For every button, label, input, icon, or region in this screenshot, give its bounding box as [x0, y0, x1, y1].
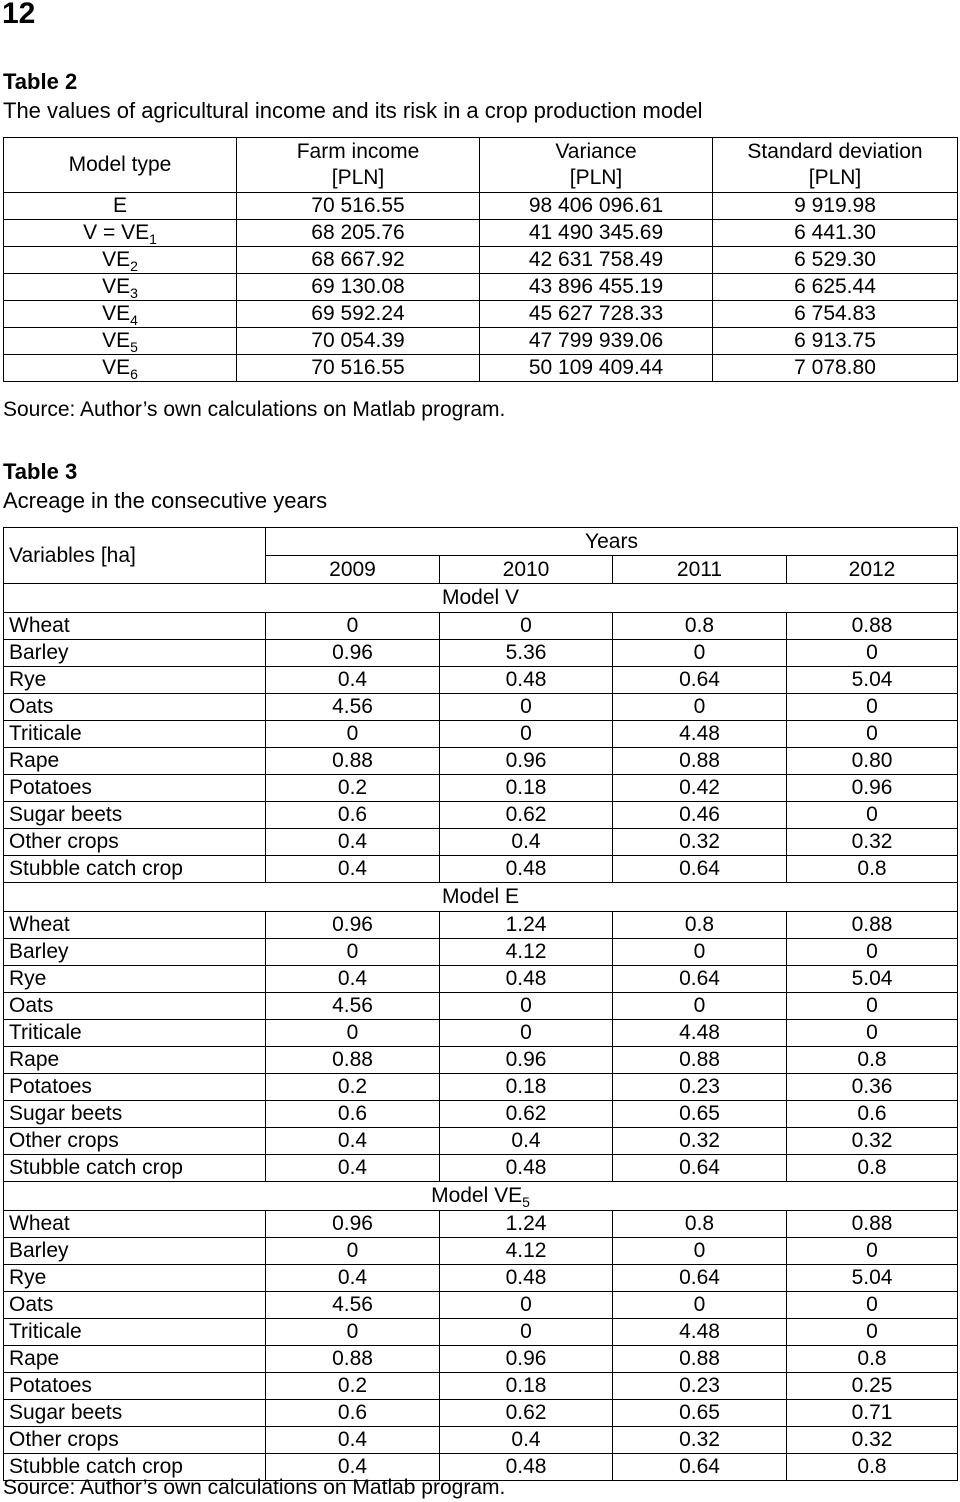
acreage-value-cell: 4.48	[613, 721, 787, 748]
acreage-value-cell: 0.25	[787, 1373, 958, 1400]
acreage-value-cell: 0	[266, 1020, 440, 1047]
table3-row	[4, 1020, 958, 1047]
table2-row	[4, 328, 958, 355]
acreage-value-cell: 0.4	[440, 1128, 613, 1155]
income-cell: 70 516.55	[237, 193, 480, 220]
acreage-value-cell: 0	[440, 613, 613, 640]
acreage-value-cell: 0	[440, 1292, 613, 1319]
acreage-value-cell: 0	[266, 1319, 440, 1346]
acreage-value-cell: 0.4	[266, 1265, 440, 1292]
model-group-label: Model E	[4, 883, 958, 912]
acreage-value-cell: 0.88	[613, 748, 787, 775]
income-cell: 68 667.92	[237, 247, 480, 274]
acreage-value-cell: 0.96	[266, 640, 440, 667]
acreage-value-cell: 0.64	[613, 1454, 787, 1481]
table2	[3, 137, 958, 382]
model-group-label: Model $VE_5$	[4, 1182, 958, 1211]
table2-row	[4, 247, 958, 274]
variable-name-cell: Barley	[4, 640, 266, 667]
acreage-value-cell: 0.88	[266, 1346, 440, 1373]
acreage-value-cell: 0.96	[440, 1047, 613, 1074]
acreage-value-cell: 0.65	[613, 1101, 787, 1128]
acreage-value-cell: 0.88	[787, 613, 958, 640]
variable-name-cell: Stubble catch crop	[4, 1155, 266, 1182]
acreage-value-cell: 0.36	[787, 1074, 958, 1101]
table3-row	[4, 1400, 958, 1427]
acreage-value-cell: 0.32	[613, 829, 787, 856]
model-type-cell: $VE_5$	[4, 328, 237, 355]
variable-name-cell: Sugar beets	[4, 1400, 266, 1427]
acreage-value-cell: 4.12	[440, 1238, 613, 1265]
table3-caption: Table 3	[3, 459, 78, 484]
table3-row	[4, 1101, 958, 1128]
table2-row	[4, 355, 958, 382]
acreage-value-cell: 0.48	[440, 1454, 613, 1481]
variable-name-cell: Rape	[4, 748, 266, 775]
acreage-value-cell: 0.8	[787, 1047, 958, 1074]
acreage-value-cell: 0.8	[787, 1454, 958, 1481]
variable-name-cell: Oats	[4, 1292, 266, 1319]
acreage-value-cell: 0.23	[613, 1373, 787, 1400]
variable-name-cell: Sugar beets	[4, 1101, 266, 1128]
income-cell: 69 130.08	[237, 274, 480, 301]
acreage-value-cell: 0.42	[613, 775, 787, 802]
acreage-value-cell: 4.56	[266, 993, 440, 1020]
acreage-value-cell: 0	[613, 694, 787, 721]
acreage-value-cell: 1.24	[440, 1211, 613, 1238]
income-cell: 68 205.76	[237, 220, 480, 247]
income-cell: 70 054.39	[237, 328, 480, 355]
acreage-value-cell: 0.23	[613, 1074, 787, 1101]
table3-row	[4, 1319, 958, 1346]
acreage-value-cell: 0.96	[440, 1346, 613, 1373]
table2-header-row	[4, 138, 958, 193]
model-type-cell: E	[4, 193, 237, 220]
acreage-value-cell: 0.71	[787, 1400, 958, 1427]
acreage-value-cell: 0.6	[266, 802, 440, 829]
table3-row	[4, 775, 958, 802]
acreage-value-cell: 0.32	[787, 1427, 958, 1454]
variable-name-cell: Oats	[4, 694, 266, 721]
variable-name-cell: Stubble catch crop	[4, 856, 266, 883]
year-cell: 2010	[440, 556, 613, 584]
variable-name-cell: Rape	[4, 1346, 266, 1373]
acreage-value-cell: 0.4	[440, 1427, 613, 1454]
variance-cell: 41 490 345.69	[480, 220, 713, 247]
acreage-value-cell: 0	[266, 939, 440, 966]
acreage-value-cell: 4.56	[266, 1292, 440, 1319]
variable-name-cell: Rye	[4, 1265, 266, 1292]
variable-name-cell: Stubble catch crop	[4, 1454, 266, 1481]
header-standard-deviation: Standard deviation [PLN]	[713, 138, 958, 193]
acreage-value-cell: 0.4	[266, 1454, 440, 1481]
acreage-value-cell: 0	[440, 1319, 613, 1346]
table3-row	[4, 1074, 958, 1101]
acreage-value-cell: 0.8	[787, 1155, 958, 1182]
table2-row	[4, 301, 958, 328]
variable-name-cell: Wheat	[4, 912, 266, 939]
variable-name-cell: Wheat	[4, 1211, 266, 1238]
acreage-value-cell: 0.2	[266, 775, 440, 802]
model-type-cell: $VE_4$	[4, 301, 237, 328]
acreage-value-cell: 0.6	[266, 1400, 440, 1427]
acreage-value-cell: 0	[787, 993, 958, 1020]
acreage-value-cell: 0.64	[613, 667, 787, 694]
table3-row	[4, 939, 958, 966]
table2-caption: Table 2	[3, 69, 78, 94]
acreage-value-cell: 0.4	[266, 1155, 440, 1182]
table3-row	[4, 966, 958, 993]
acreage-value-cell: 0.4	[266, 966, 440, 993]
acreage-value-cell: 0.8	[613, 613, 787, 640]
model-type-cell: $V = VE_1$	[4, 220, 237, 247]
table3-row	[4, 748, 958, 775]
acreage-value-cell: 0	[266, 721, 440, 748]
acreage-value-cell: 0.64	[613, 1265, 787, 1292]
acreage-value-cell: 0.32	[613, 1128, 787, 1155]
std-cell: 7 078.80	[713, 355, 958, 382]
table3-row	[4, 912, 958, 939]
variance-cell: 45 627 728.33	[480, 301, 713, 328]
acreage-value-cell: 0.32	[613, 1427, 787, 1454]
acreage-value-cell: 0.88	[266, 748, 440, 775]
acreage-value-cell: 0	[613, 1238, 787, 1265]
year-cell: 2012	[787, 556, 958, 584]
variable-name-cell: Triticale	[4, 721, 266, 748]
acreage-value-cell: 4.12	[440, 939, 613, 966]
acreage-value-cell: 1.24	[440, 912, 613, 939]
std-cell: 6 529.30	[713, 247, 958, 274]
acreage-value-cell: 0	[787, 1292, 958, 1319]
acreage-value-cell: 0	[613, 1292, 787, 1319]
acreage-value-cell: 0.4	[266, 667, 440, 694]
acreage-value-cell: 0.8	[787, 1346, 958, 1373]
variable-name-cell: Oats	[4, 993, 266, 1020]
table3-row	[4, 1047, 958, 1074]
table3-row	[4, 856, 958, 883]
table3-source: Source: Author’s own calculations on Matlab program.	[3, 1476, 506, 1499]
acreage-value-cell: 0	[440, 694, 613, 721]
acreage-value-cell: 0.88	[266, 1047, 440, 1074]
model-group-row	[4, 1182, 958, 1211]
variable-name-cell: Potatoes	[4, 1373, 266, 1400]
table2-title: The values of agricultural income and its risk in a crop production model	[3, 98, 703, 123]
model-group-row	[4, 584, 958, 613]
acreage-value-cell: 0.64	[613, 856, 787, 883]
std-cell: 6 913.75	[713, 328, 958, 355]
acreage-value-cell: 0	[787, 939, 958, 966]
acreage-value-cell: 0	[787, 1319, 958, 1346]
year-cell: 2009	[266, 556, 440, 584]
table3-row	[4, 1265, 958, 1292]
table3-row	[4, 1292, 958, 1319]
variable-name-cell: Other crops	[4, 1427, 266, 1454]
model-type-cell: $VE_3$	[4, 274, 237, 301]
acreage-value-cell: 0.64	[613, 966, 787, 993]
acreage-value-cell: 0.62	[440, 1101, 613, 1128]
table3-row	[4, 1373, 958, 1400]
table3-row	[4, 640, 958, 667]
acreage-value-cell: 0	[613, 640, 787, 667]
table3-row	[4, 1128, 958, 1155]
table3-row	[4, 1211, 958, 1238]
table3-row	[4, 829, 958, 856]
acreage-value-cell: 4.48	[613, 1020, 787, 1047]
table3-row	[4, 694, 958, 721]
std-cell: 9 919.98	[713, 193, 958, 220]
table3	[3, 527, 958, 1481]
variable-name-cell: Other crops	[4, 829, 266, 856]
std-cell: 6 625.44	[713, 274, 958, 301]
table3-row	[4, 613, 958, 640]
acreage-value-cell: 0.64	[613, 1155, 787, 1182]
header-variables: Variables [ha]	[4, 528, 266, 584]
variable-name-cell: Triticale	[4, 1020, 266, 1047]
table3-header-row	[4, 528, 958, 556]
variable-name-cell: Sugar beets	[4, 802, 266, 829]
acreage-value-cell: 0.8	[613, 1211, 787, 1238]
acreage-value-cell: 0.32	[787, 829, 958, 856]
acreage-value-cell: 0.2	[266, 1074, 440, 1101]
acreage-value-cell: 0.96	[266, 1211, 440, 1238]
header-model-type: Model type	[4, 138, 237, 193]
acreage-value-cell: 0.62	[440, 1400, 613, 1427]
acreage-value-cell: 0.48	[440, 966, 613, 993]
table3-row	[4, 993, 958, 1020]
acreage-value-cell: 0.6	[266, 1101, 440, 1128]
acreage-value-cell: 0.48	[440, 1265, 613, 1292]
acreage-value-cell: 0.6	[787, 1101, 958, 1128]
acreage-value-cell: 0	[787, 640, 958, 667]
std-cell: 6 754.83	[713, 301, 958, 328]
acreage-value-cell: 0.48	[440, 856, 613, 883]
acreage-value-cell: 0.4	[266, 856, 440, 883]
model-group-label: Model V	[4, 584, 958, 613]
acreage-value-cell: 0.4	[266, 1427, 440, 1454]
header-farm-income: Farm income [PLN]	[237, 138, 480, 193]
variance-cell: 98 406 096.61	[480, 193, 713, 220]
acreage-value-cell: 0	[266, 613, 440, 640]
acreage-value-cell: 0	[787, 721, 958, 748]
acreage-value-cell: 0	[613, 993, 787, 1020]
variance-cell: 43 896 455.19	[480, 274, 713, 301]
table3-row	[4, 667, 958, 694]
table3-row	[4, 1238, 958, 1265]
acreage-value-cell: 0.48	[440, 667, 613, 694]
variable-name-cell: Rape	[4, 1047, 266, 1074]
year-cell: 2011	[613, 556, 787, 584]
acreage-value-cell: 0.4	[266, 1128, 440, 1155]
acreage-value-cell: 0.88	[613, 1346, 787, 1373]
page-number: 12	[2, 0, 36, 30]
variable-name-cell: Triticale	[4, 1319, 266, 1346]
acreage-value-cell: 0.88	[787, 912, 958, 939]
acreage-value-cell: 0.80	[787, 748, 958, 775]
acreage-value-cell: 0.96	[266, 912, 440, 939]
acreage-value-cell: 0.4	[266, 829, 440, 856]
variance-cell: 47 799 939.06	[480, 328, 713, 355]
acreage-value-cell: 0	[787, 802, 958, 829]
acreage-value-cell: 5.04	[787, 667, 958, 694]
acreage-value-cell: 0	[440, 1020, 613, 1047]
variance-cell: 50 109 409.44	[480, 355, 713, 382]
acreage-value-cell: 0	[787, 694, 958, 721]
income-cell: 70 516.55	[237, 355, 480, 382]
acreage-value-cell: 4.48	[613, 1319, 787, 1346]
variable-name-cell: Wheat	[4, 613, 266, 640]
table3-row	[4, 721, 958, 748]
table3-row	[4, 1346, 958, 1373]
table2-source: Source: Author’s own calculations on Matlab program.	[3, 398, 506, 421]
acreage-value-cell: 5.04	[787, 1265, 958, 1292]
header-variance: Variance [PLN]	[480, 138, 713, 193]
variable-name-cell: Other crops	[4, 1128, 266, 1155]
acreage-value-cell: 0.32	[787, 1128, 958, 1155]
acreage-value-cell: 0.62	[440, 802, 613, 829]
acreage-value-cell: 0	[787, 1020, 958, 1047]
model-group-row	[4, 883, 958, 912]
acreage-value-cell: 0.2	[266, 1373, 440, 1400]
acreage-value-cell: 0.46	[613, 802, 787, 829]
acreage-value-cell: 5.36	[440, 640, 613, 667]
acreage-value-cell: 0	[266, 1238, 440, 1265]
acreage-value-cell: 0.88	[787, 1211, 958, 1238]
acreage-value-cell: 5.04	[787, 966, 958, 993]
variable-name-cell: Barley	[4, 939, 266, 966]
acreage-value-cell: 0.48	[440, 1155, 613, 1182]
acreage-value-cell: 0	[440, 993, 613, 1020]
acreage-value-cell: 0	[440, 721, 613, 748]
table3-row	[4, 1427, 958, 1454]
table2-row	[4, 274, 958, 301]
header-years: Years	[266, 528, 958, 556]
acreage-value-cell: 0.96	[787, 775, 958, 802]
acreage-value-cell: 0.18	[440, 775, 613, 802]
acreage-value-cell: 0.65	[613, 1400, 787, 1427]
variable-name-cell: Potatoes	[4, 775, 266, 802]
acreage-value-cell: 0	[613, 939, 787, 966]
income-cell: 69 592.24	[237, 301, 480, 328]
table2-row	[4, 220, 958, 247]
variable-name-cell: Barley	[4, 1238, 266, 1265]
acreage-value-cell: 0	[787, 1238, 958, 1265]
acreage-value-cell: 0.4	[440, 829, 613, 856]
table3-title: Acreage in the consecutive years	[3, 488, 328, 513]
acreage-value-cell: 4.56	[266, 694, 440, 721]
table2-row	[4, 193, 958, 220]
table3-row	[4, 1155, 958, 1182]
variable-name-cell: Rye	[4, 667, 266, 694]
acreage-value-cell: 0.8	[787, 856, 958, 883]
table3-row	[4, 802, 958, 829]
acreage-value-cell: 0.18	[440, 1074, 613, 1101]
acreage-value-cell: 0.18	[440, 1373, 613, 1400]
acreage-value-cell: 0.96	[440, 748, 613, 775]
acreage-value-cell: 0.8	[613, 912, 787, 939]
variance-cell: 42 631 758.49	[480, 247, 713, 274]
model-type-cell: $VE_2$	[4, 247, 237, 274]
acreage-value-cell: 0.88	[613, 1047, 787, 1074]
std-cell: 6 441.30	[713, 220, 958, 247]
model-type-cell: $VE_6$	[4, 355, 237, 382]
variable-name-cell: Rye	[4, 966, 266, 993]
variable-name-cell: Potatoes	[4, 1074, 266, 1101]
